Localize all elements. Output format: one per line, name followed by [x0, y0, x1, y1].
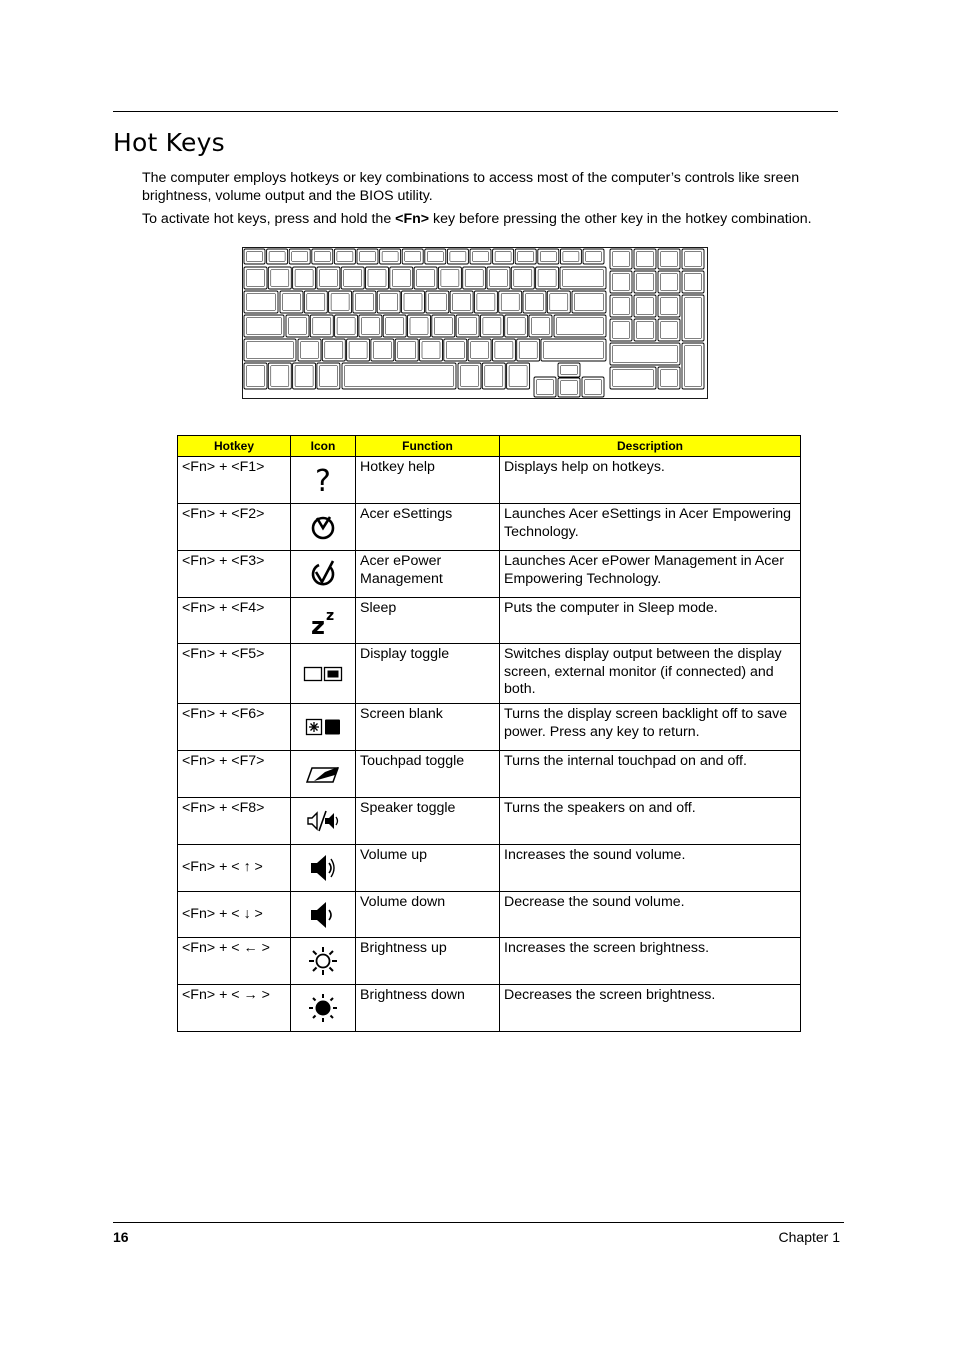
- hotkey-cell: <Fn> + <F7>: [178, 751, 291, 798]
- icon-cell: [291, 751, 356, 798]
- keyboard-key-top: [295, 366, 313, 387]
- icon-cell: [291, 798, 356, 845]
- keyboard-key-top: [319, 270, 337, 287]
- header-function: Function: [356, 436, 500, 457]
- keyboard-key-top: [540, 252, 556, 262]
- keyboard-key-top: [661, 252, 678, 267]
- keyboard-key-top: [563, 252, 579, 262]
- volume-down-icon: [308, 900, 338, 930]
- keyboard-key-top: [360, 252, 376, 262]
- keyboard-key-top: [337, 318, 355, 335]
- keyboard-key-top: [613, 322, 630, 339]
- keyboard-key-top: [247, 318, 282, 335]
- touchpad-icon: [305, 763, 341, 785]
- hotkey-cell: <Fn> + < ← >: [178, 938, 291, 985]
- keyboard-key-top: [325, 342, 343, 359]
- description-cell: Launches Acer eSettings in Acer Empowering Technology.: [500, 504, 801, 551]
- keyboard-key-top: [247, 342, 294, 359]
- keyboard-key-top: [471, 342, 489, 359]
- keyboard-key-top: [661, 322, 678, 339]
- keyboard-key-top: [292, 252, 308, 262]
- keyboard-key-top: [314, 252, 330, 262]
- table-row: [178, 892, 801, 938]
- keyboard-key-top: [247, 294, 276, 311]
- function-cell: Touchpad toggle: [356, 751, 500, 798]
- description-cell: Turns the display screen backlight off to save power. Press any key to return.: [500, 704, 801, 751]
- keyboard-key-top: [422, 342, 440, 359]
- keyboard-key-top: [428, 294, 446, 311]
- keyboard-key-top: [283, 294, 301, 311]
- bottom-rule: [113, 1222, 844, 1223]
- speaker-toggle-icon: [306, 810, 340, 832]
- keyboard-key-top: [473, 252, 489, 262]
- description-cell: Turns the speakers on and off.: [500, 798, 801, 845]
- description-cell: Switches display output between the display screen, external monitor (if connected) and both.: [500, 644, 801, 704]
- table-header-row: [178, 436, 801, 457]
- hotkey-cell: <Fn> + < → >: [178, 985, 291, 1032]
- keyboard-key-top: [613, 274, 630, 291]
- keyboard-key-top: [307, 294, 325, 311]
- epower-icon: [308, 558, 338, 590]
- description-cell: Increases the screen brightness.: [500, 938, 801, 985]
- svg-text:z: z: [326, 607, 335, 624]
- keyboard-key-top: [637, 298, 654, 315]
- table-row: [178, 598, 801, 644]
- keyboard-key-top: [563, 270, 604, 287]
- keyboard-key-top: [427, 252, 443, 262]
- keyboard-key-top: [526, 294, 544, 311]
- brightness-down-icon: [308, 993, 338, 1023]
- hotkey-cell: <Fn> + <F8>: [178, 798, 291, 845]
- icon-cell: [291, 598, 356, 644]
- keyboard-key-top: [446, 342, 464, 359]
- keyboard-key-top: [685, 252, 702, 267]
- table-row: [178, 985, 801, 1032]
- keyboard-key-top: [661, 370, 678, 387]
- function-cell: Sleep: [356, 598, 500, 644]
- keyboard-key-top: [485, 366, 503, 387]
- keyboard-key-top: [544, 342, 604, 359]
- icon-cell: [291, 892, 356, 938]
- function-cell: Volume up: [356, 845, 500, 892]
- keyboard-key-top: [532, 318, 550, 335]
- keyboard-key-top: [368, 270, 386, 287]
- hotkey-cell: <Fn> + <F2>: [178, 504, 291, 551]
- header-description: Description: [500, 436, 801, 457]
- keyboard-key-top: [441, 270, 459, 287]
- icon-cell: [291, 644, 356, 704]
- icon-cell: [291, 457, 356, 504]
- hotkey-cell: <Fn> + < ↓ >: [178, 892, 291, 938]
- keyboard-key-top: [685, 274, 702, 291]
- keyboard-key-top: [613, 370, 654, 387]
- brightness-up-icon: [308, 946, 338, 976]
- keyboard-key-top: [483, 318, 501, 335]
- keyboard-key-top: [495, 342, 513, 359]
- keyboard-key-top: [490, 270, 508, 287]
- sleep-icon: [308, 605, 338, 637]
- keyboard-key-top: [637, 322, 654, 339]
- keyboard-key-top: [557, 318, 604, 335]
- svg-text:z: z: [311, 611, 325, 637]
- table-row: [178, 504, 801, 551]
- keyboard-key-top: [355, 294, 373, 311]
- icon-cell: [291, 704, 356, 751]
- icon-cell: [291, 938, 356, 985]
- function-cell: Screen blank: [356, 704, 500, 751]
- keyboard-key-top: [247, 252, 263, 262]
- hotkey-table: [177, 435, 801, 1032]
- table-row: [178, 938, 801, 985]
- keyboard-key-top: [247, 270, 265, 287]
- keyboard-key-top: [585, 380, 602, 395]
- keyboard-key-top: [518, 252, 534, 262]
- keyboard-key-top: [450, 252, 466, 262]
- chapter-label: Chapter 1: [778, 1229, 840, 1245]
- keyboard-key-top: [637, 274, 654, 291]
- keyboard-key-top: [507, 318, 525, 335]
- keyboard-key-top: [392, 270, 410, 287]
- table-row: [178, 704, 801, 751]
- keyboard-key-top: [349, 342, 367, 359]
- keyboard-key-top: [404, 294, 422, 311]
- keyboard-key-top: [561, 381, 578, 395]
- volume-up-icon: [308, 853, 338, 883]
- function-cell: Brightness up: [356, 938, 500, 985]
- fn-key-label: <Fn>: [395, 211, 430, 227]
- keyboard-key-top: [575, 294, 604, 311]
- keyboard-key-top: [586, 252, 602, 262]
- keyboard-key-top: [661, 298, 678, 315]
- keyboard-key-top: [501, 294, 519, 311]
- keyboard-key-top: [561, 366, 578, 375]
- keyboard-key-top: [434, 318, 452, 335]
- keyboard-key-top: [453, 294, 471, 311]
- table-row: [178, 457, 801, 504]
- keyboard-illustration: [242, 247, 708, 399]
- hotkey-cell: <Fn> + <F6>: [178, 704, 291, 751]
- keyboard-key-top: [459, 318, 477, 335]
- screen-blank-icon: [305, 718, 341, 736]
- keyboard-key-top: [331, 294, 349, 311]
- keyboard-key-top: [685, 298, 702, 339]
- keyboard-key-top: [382, 252, 398, 262]
- esettings-icon: [308, 512, 338, 542]
- header-icon: Icon: [291, 436, 356, 457]
- keyboard-key-top: [398, 342, 416, 359]
- hotkey-cell: <Fn> + <F3>: [178, 551, 291, 598]
- keyboard-key-top: [538, 270, 556, 287]
- keyboard-key-top: [319, 366, 337, 387]
- keyboard-key-top: [271, 366, 289, 387]
- description-cell: Decrease the sound volume.: [500, 892, 801, 938]
- intro-paragraph: The computer employs hotkeys or key combinations to access most of the computer’s controls like sreen brightness, volume output and the BIOS utility.: [142, 170, 800, 204]
- keyboard-key-top: [685, 346, 702, 387]
- keyboard-key-top: [337, 252, 353, 262]
- keyboard-key-top: [613, 346, 678, 363]
- keyboard-key-top: [361, 318, 379, 335]
- keyboard-key-top: [405, 252, 421, 262]
- keyboard-key-top: [509, 366, 527, 387]
- keyboard-key-top: [613, 298, 630, 315]
- function-cell: Hotkey help: [356, 457, 500, 504]
- page-title: Hot Keys: [113, 128, 225, 157]
- keyboard-key-top: [313, 318, 331, 335]
- description-cell: Puts the computer in Sleep mode.: [500, 598, 801, 644]
- keyboard-key-top: [417, 270, 435, 287]
- hotkey-cell: <Fn> + <F1>: [178, 457, 291, 504]
- keyboard-key-top: [537, 380, 554, 395]
- description-cell: Increases the sound volume.: [500, 845, 801, 892]
- top-rule: [113, 111, 838, 112]
- svg-text:?: ?: [315, 464, 331, 497]
- keyboard-key-top: [386, 318, 404, 335]
- keyboard-key-top: [295, 270, 313, 287]
- question-icon: [308, 463, 338, 497]
- description-cell: Launches Acer ePower Management in Acer Empowering Technology.: [500, 551, 801, 598]
- keyboard-key-top: [380, 294, 398, 311]
- table-row: [178, 551, 801, 598]
- keyboard-key-top: [410, 318, 428, 335]
- activation-paragraph: [142, 211, 832, 229]
- keyboard-key-top: [301, 342, 319, 359]
- activation-text-end: key before pressing the other key in the hotkey combination.: [429, 211, 812, 227]
- keyboard-key-top: [477, 294, 495, 311]
- function-cell: Brightness down: [356, 985, 500, 1032]
- icon-cell: [291, 551, 356, 598]
- header-hotkey: Hotkey: [178, 436, 291, 457]
- function-cell: Acer ePower Management: [356, 551, 500, 598]
- hotkey-cell: <Fn> + < ↑ >: [178, 845, 291, 892]
- keyboard-key-top: [271, 270, 289, 287]
- keyboard-key-top: [550, 294, 568, 311]
- activation-text-start: To activate hot keys, press and hold the: [142, 211, 396, 227]
- icon-cell: [291, 985, 356, 1032]
- keyboard-key-top: [247, 366, 265, 387]
- description-cell: Decreases the screen brightness.: [500, 985, 801, 1032]
- description-cell: Displays help on hotkeys.: [500, 457, 801, 504]
- description-cell: Turns the internal touchpad on and off.: [500, 751, 801, 798]
- table-row: [178, 644, 801, 704]
- keyboard-key-top: [661, 274, 678, 291]
- icon-cell: [291, 504, 356, 551]
- keyboard-key-top: [289, 318, 307, 335]
- display-toggle-icon: [303, 666, 343, 682]
- hotkey-cell: <Fn> + <F4>: [178, 598, 291, 644]
- function-cell: Speaker toggle: [356, 798, 500, 845]
- table-row: [178, 751, 801, 798]
- keyboard-key-top: [514, 270, 532, 287]
- function-cell: Display toggle: [356, 644, 500, 704]
- keyboard-key-top: [519, 342, 537, 359]
- icon-cell: [291, 845, 356, 892]
- keyboard-key-top: [373, 342, 391, 359]
- keyboard-key-top: [461, 366, 479, 387]
- keyboard-key-top: [495, 252, 511, 262]
- keyboard-key-top: [344, 270, 362, 287]
- keyboard-key-top: [269, 252, 285, 262]
- function-cell: Volume down: [356, 892, 500, 938]
- table-row: [178, 798, 801, 845]
- keyboard-key-top: [465, 270, 483, 287]
- hotkey-cell: <Fn> + <F5>: [178, 644, 291, 704]
- keyboard-key-top: [637, 252, 654, 267]
- keyboard-key-top: [345, 366, 454, 387]
- page-number: 16: [113, 1229, 129, 1245]
- function-cell: Acer eSettings: [356, 504, 500, 551]
- table-row: [178, 845, 801, 892]
- keyboard-key-top: [613, 252, 630, 267]
